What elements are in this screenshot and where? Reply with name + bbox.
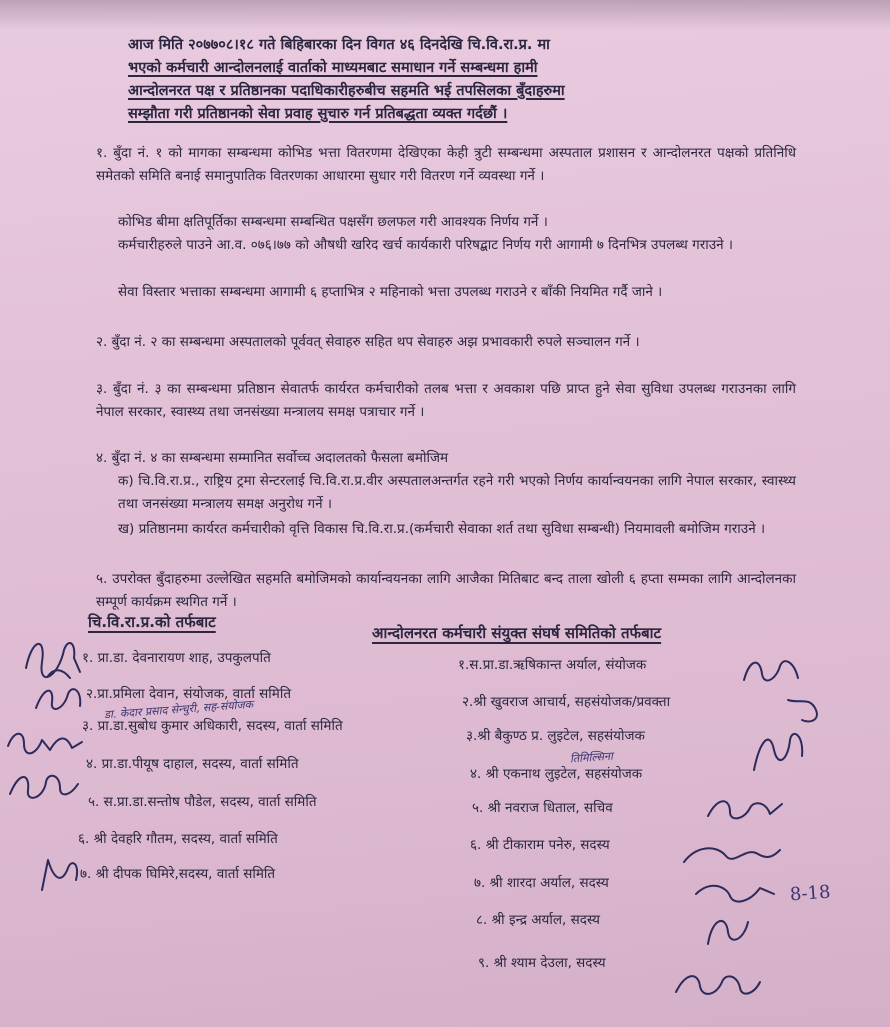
photo-shadow: [0, 0, 890, 30]
signature-left-3: [2, 716, 88, 766]
signature-right-7: [700, 904, 760, 954]
signature-left-2: [30, 680, 90, 720]
point-4b: ख) प्रतिष्ठानमा कार्यरत कर्मचारीको वृत्ति विकास चि.वि.रा.प्र.(कर्मचारी सेवाका शर्त तथा सुविधा सम्बन्धी) नियमावली बमोजिम गराउने ।: [118, 521, 766, 537]
right-signatory-6: ६. श्री टीकाराम पनेरु, सदस्य: [470, 837, 610, 853]
left-signatory-5: ५. स.प्रा.डा.सन्तोष पौडेल, सदस्य, वार्ता समिति: [88, 794, 317, 810]
point-5: ५. उपरोक्त बुँदाहरुमा उल्लेखित सहमति बमोजिमको कार्यान्वयनका लागि आजैका मितिबाट बन्द ताला खोली ६ हप्ता सम्मका लागि आन्दोलनका सम्पूर्ण कार्यक्रम स्थगित गर्ने ।: [96, 571, 796, 610]
left-handwritten-note: डा. केदार प्रसाद सेन्चुरी, सह-संयोजक: [103, 697, 254, 722]
point-1b: कोभिड बीमा क्षतिपूर्तिका सम्बन्धमा सम्बन्धित पक्षसँग छलफल गरी आवश्यक निर्णय गर्ने ।: [118, 214, 548, 230]
left-signatory-3: ३. प्रा.डा.सुबोध कुमार अधिकारी, सदस्य, वार्ता समिति: [82, 718, 343, 734]
signature-right-8: [668, 958, 768, 1008]
right-signatory-7: ७. श्री शारदा अर्याल, सदस्य: [474, 875, 609, 891]
signature-left-5: [34, 850, 84, 900]
intro-line-3: आन्दोलनरत पक्ष र प्रतिष्ठानका पदाधिकारीहरुबीच सहमति भई तपसिलका बुँदाहरुमा: [128, 83, 565, 99]
left-signatory-4: ४. प्रा.डा.पीयूष दाहाल, सदस्य, वार्ता समिति: [86, 756, 299, 772]
point-1d: सेवा विस्तार भत्ताका सम्बन्धमा आगामी ६ हप्ताभित्र २ महिनाको भत्ता उपलब्ध गराउने र बाँकी नियमित गर्दै जाने ।: [118, 284, 663, 300]
point-2: २. बुँदा नं. २ का सम्बन्धमा अस्पतालको पूर्ववत् सेवाहरु सहित थप सेवाहरु अझ प्रभावकारी रुपले सञ्चालन गर्ने ।: [96, 334, 640, 350]
date-note: 8-18: [789, 881, 832, 906]
point-4a: क) चि.वि.रा.प्र., राष्ट्रिय ट्रमा सेन्टरलाई चि.वि.रा.प्र.वीर अस्पतालअन्तर्गत रहने गरी भएको निर्णय कार्यान्वयनका लागि नेपाल सरकार, स्वास्थ्य तथा जनसंख्या मन्त्रालय समक्ष अनुरोध गर्ने ।: [118, 473, 796, 512]
right-signatory-8: ८. श्री इन्द्र अर्याल, सदस्य: [476, 912, 600, 928]
point-3: ३. बुँदा नं. ३ का सम्बन्धमा प्रतिष्ठान सेवातर्फ कार्यरत कर्मचारीको तलब भत्ता र अवकाश पछि प्राप्त हुने सेवा सुविधा उपलब्ध गराउनका लागि नेपाल सरकार, स्वास्थ्य तथा जनसंख्या मन्त्रालय समक्ष पत्राचार गर्ने ।: [96, 381, 796, 420]
right-signatory-3: ३.श्री बैकुण्ठ प्र. लुइटेल, सहसंयोजक: [466, 728, 645, 744]
point-1c: कर्मचारीहरुले पाउने आ.व. ०७६।७७ को औषधी खरिद खर्च कार्यकारी परिषद्बाट निर्णय गरी आगामी ७ दिनभित्र उपलब्ध गराउने ।: [118, 237, 734, 253]
right-signatory-5: ५. श्री नवराज धिताल, सचिव: [472, 800, 613, 816]
right-signatory-9: ९. श्री श्याम देउला, सदस्य: [478, 955, 606, 971]
intro-line-1: आज मिति २०७७०८।१८ गते बिहिबारका दिन विगत ४६ दिनदेखि चि.वि.रा.प्र. मा: [128, 37, 550, 53]
signature-right-5: [676, 836, 786, 876]
intro-line-4: सम्झौता गरी प्रतिष्ठानको सेवा प्रवाह सुचारु गर्न प्रतिबद्धता व्यक्त गर्दछौं ।: [128, 106, 508, 122]
signature-right-1: [736, 650, 806, 690]
signature-left-4: [4, 760, 84, 810]
right-handwritten-note: तिमिल्सिना: [569, 749, 614, 766]
right-party-header: आन्दोलनरत कर्मचारी संयुक्त संघर्ष समितिको तर्फबाट: [372, 624, 662, 642]
left-signatory-2: २.प्रा.प्रमिला देवान, संयोजक, वार्ता समिति: [86, 686, 292, 702]
signature-left-1: [18, 628, 88, 688]
intro-paragraph: [128, 34, 793, 126]
right-signatory-1: १.स.प्रा.डा.ऋषिकान्त अर्याल, संयोजक: [458, 657, 647, 673]
right-signatory-2: २.श्री खुवराज आचार्य, सहसंयोजक/प्रवक्ता: [462, 694, 671, 710]
left-signatory-6: ६. श्री देवहरि गौतम, सदस्य, वार्ता समिति: [78, 831, 278, 847]
left-signatory-1: १. प्रा.डा. देवनारायण शाह, उपकुलपति: [82, 650, 271, 666]
signature-right-3: [744, 720, 814, 780]
left-signatory-7: ७. श्री दीपक घिमिरे,सदस्य, वार्ता समिति: [80, 866, 276, 882]
point-1a: १. बुँदा नं. १ को मागका सम्बन्धमा कोभिड भत्ता वितरणमा देखिएका केही त्रुटी सम्बन्धमा अस्पताल प्रशासन र आन्दोलनरत पक्षको प्रतिनिधि समेतको समिति बनाई समानुपातिक वितरणका आधारमा सुधार गरी वितरण गर्ने व्यवस्था गर्ने ।: [96, 145, 796, 184]
right-signatory-4: ४. श्री एकनाथ लुइटेल, सहसंयोजक: [470, 766, 643, 782]
signature-right-4: [700, 788, 790, 828]
intro-line-2: भएको कर्मचारी आन्दोलनलाई वार्ताको माध्यमबाट समाधान गर्ने सम्बन्धमा हामी: [128, 60, 538, 76]
point-4: ४. बुँदा नं. ४ का सम्बन्धमा सम्मानित सर्वोच्च अदालतको फैसला बमोजिम: [96, 450, 449, 466]
left-party-header: चि.वि.रा.प्र.को तर्फबाट: [88, 613, 216, 631]
